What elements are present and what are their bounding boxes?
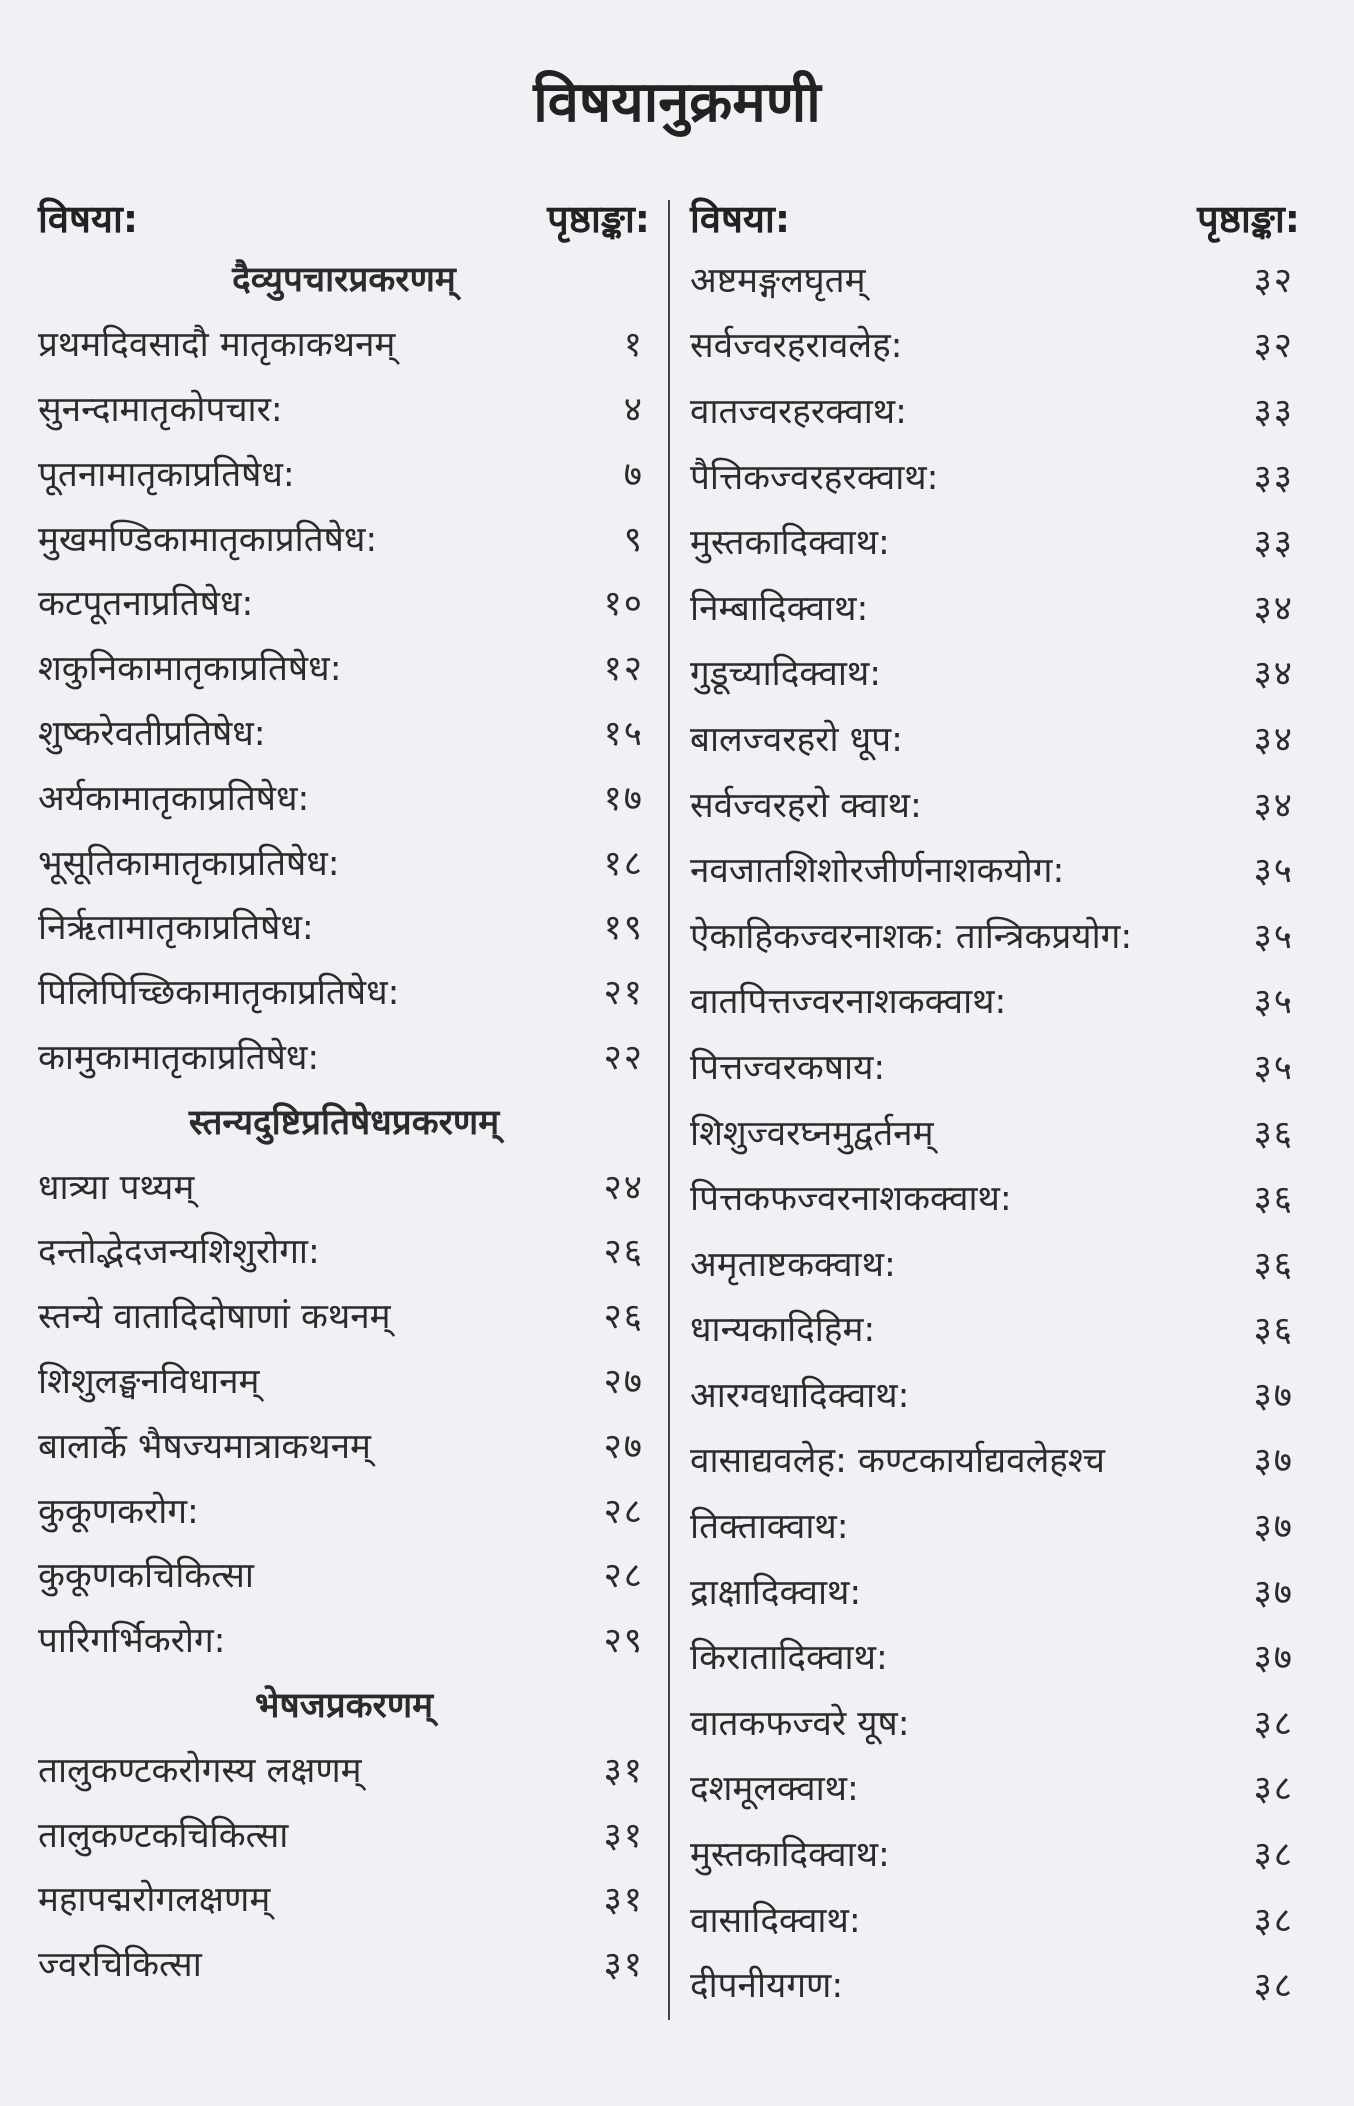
toc-entry — [690, 379, 1300, 445]
toc-entry — [690, 1953, 1300, 2019]
entry-title: मुखमण्डिकामातृकाप्रतिषेध: — [38, 519, 378, 560]
toc-entry — [38, 1544, 650, 1609]
toc-entry — [38, 961, 650, 1026]
entry-page-number: १९ — [603, 908, 644, 949]
entry-title: पूतनामातृकाप्रतिषेध: — [38, 454, 295, 495]
entry-title: प्रथमदिवसादौ मातृकाकथनम् — [38, 325, 396, 366]
entry-title: पित्तकफज्वरनाशकक्वाथ: — [690, 1179, 1012, 1220]
entry-page-number: ३८ — [1253, 1769, 1294, 1810]
entry-page-number: ३१ — [603, 1880, 644, 1921]
page-header: पृष्ठाङ्का: — [547, 197, 650, 241]
entry-page-number: २१ — [603, 973, 644, 1014]
entry-title: दशमूलक्वाथ: — [690, 1769, 859, 1810]
toc-entry — [690, 510, 1300, 576]
entry-page-number: ३५ — [1253, 851, 1294, 892]
toc-entry — [690, 1232, 1300, 1298]
toc-entry — [690, 248, 1300, 314]
toc-entry — [690, 1166, 1300, 1232]
entry-title: स्तन्ये वातादिदोषाणां कथनम् — [38, 1297, 391, 1338]
entry-title: वासाद्यवलेह: कण्टकार्याद्यवलेहश्च — [690, 1441, 1105, 1482]
toc-entry — [38, 1609, 650, 1674]
entry-title: दन्तोद्भेदजन्यशिशुरोगा: — [38, 1232, 320, 1273]
entry-title: द्राक्षादिक्वाथ: — [690, 1572, 862, 1613]
entry-title: सर्वज्वरहरो क्वाथ: — [690, 785, 922, 826]
entry-page-number: ३६ — [1253, 1244, 1294, 1285]
entry-page-number: ३४ — [1253, 785, 1294, 826]
entry-title: कुकूणकरोग: — [38, 1491, 199, 1532]
toc-entry — [38, 1220, 650, 1285]
entry-page-number: २७ — [603, 1426, 644, 1467]
entry-page-number: ३४ — [1253, 588, 1294, 629]
toc-entry — [38, 1414, 650, 1479]
toc-entry — [38, 378, 650, 443]
toc-entry — [38, 1803, 650, 1868]
section-heading — [38, 1674, 650, 1739]
entry-title: निम्बादिक्वाथ: — [690, 588, 869, 629]
left-entries — [38, 248, 650, 1998]
section-title: स्तन्यदुष्टिप्रतिषेधप्रकरणम् — [188, 1102, 500, 1143]
entry-title: कामुकामातृकाप्रतिषेध: — [38, 1037, 320, 1078]
toc-entry — [690, 1429, 1300, 1495]
toc-entry — [38, 572, 650, 637]
section-heading — [38, 1090, 650, 1155]
entry-title: ज्वरचिकित्सा — [38, 1945, 202, 1986]
entry-page-number: २७ — [603, 1361, 644, 1402]
entry-page-number: १७ — [603, 778, 644, 819]
page-title: विषयानुक्रमणी — [533, 70, 821, 135]
entry-page-number: ३५ — [1253, 1047, 1294, 1088]
entry-title: धात्र्या पथ्यम् — [38, 1167, 195, 1208]
entry-title: मुस्तकादिक्वाथ: — [690, 523, 890, 564]
toc-entry — [690, 1691, 1300, 1757]
entry-page-number: ३७ — [1253, 1507, 1294, 1548]
entry-page-number: ३३ — [1253, 457, 1294, 498]
entry-title: शिशुज्वरघ्नमुद्वर्तनम् — [690, 1113, 934, 1154]
entry-page-number: ३५ — [1253, 916, 1294, 957]
entry-title: आरग्वधादिक्वाथ: — [690, 1375, 910, 1416]
entry-page-number: १८ — [603, 843, 644, 884]
entry-title: पारिगर्भिकरोग: — [38, 1621, 226, 1662]
entry-title: महापद्मरोगलक्षणम् — [38, 1880, 271, 1921]
toc-entry — [38, 831, 650, 896]
toc-entry — [38, 1868, 650, 1933]
entry-page-number: २६ — [603, 1297, 644, 1338]
entry-page-number: ३७ — [1253, 1572, 1294, 1613]
toc-entry — [690, 1625, 1300, 1691]
entry-title: पित्तज्वरकषाय: — [690, 1047, 886, 1088]
entry-title: अष्टमङ्गलघृतम् — [690, 260, 866, 301]
entry-page-number: १५ — [603, 713, 644, 754]
entry-page-number: ३४ — [1253, 654, 1294, 695]
left-column-header — [38, 192, 650, 248]
entry-page-number: ७ — [623, 454, 644, 495]
entry-page-number: ३३ — [1253, 391, 1294, 432]
entry-title: वातपित्तज्वरनाशकक्वाथ: — [690, 982, 1007, 1023]
entry-title: गुडूच्यादिक्वाथ: — [690, 654, 882, 695]
toc-entry — [690, 838, 1300, 904]
section-title: भेषजप्रकरणम् — [254, 1685, 434, 1726]
toc-entry — [38, 1285, 650, 1350]
entry-title: तिक्ताक्वाथ: — [690, 1507, 849, 1548]
entry-title: वातज्वरहरक्वाथ: — [690, 391, 907, 432]
toc-entry — [690, 1035, 1300, 1101]
entry-title: भूसूतिकामातृकाप्रतिषेध: — [38, 843, 340, 884]
entry-page-number: ४ — [623, 389, 644, 430]
subject-header: विषया: — [690, 197, 791, 241]
toc-entry — [38, 1738, 650, 1803]
toc-entry — [690, 904, 1300, 970]
entry-page-number: २९ — [603, 1621, 644, 1662]
entry-page-number: ३१ — [603, 1815, 644, 1856]
toc-entry — [38, 313, 650, 378]
toc-entry — [690, 1298, 1300, 1364]
entry-page-number: ३३ — [1253, 523, 1294, 564]
entry-page-number: २८ — [603, 1491, 644, 1532]
entry-title: बालज्वरहरो धूप: — [690, 719, 903, 760]
entry-page-number: ३४ — [1253, 719, 1294, 760]
toc-entry — [38, 507, 650, 572]
subject-header: विषया: — [38, 197, 139, 241]
entry-page-number: २४ — [603, 1167, 644, 1208]
toc-entry — [38, 1350, 650, 1415]
page-header: पृष्ठाङ्का: — [1197, 197, 1300, 241]
entry-title: नवजातशिशोरजीर्णनाशकयोग: — [690, 851, 1065, 892]
entry-title: किरातादिक्वाथ: — [690, 1638, 888, 1679]
toc-entry — [38, 1479, 650, 1544]
toc-entry — [690, 445, 1300, 511]
entry-page-number: ३७ — [1253, 1375, 1294, 1416]
toc-entry — [690, 576, 1300, 642]
toc-entry — [690, 1101, 1300, 1167]
toc-entry — [690, 1757, 1300, 1823]
toc-entry — [690, 1822, 1300, 1888]
toc-entry — [38, 896, 650, 961]
entry-page-number: १ — [623, 325, 644, 366]
toc-entry — [690, 1560, 1300, 1626]
entry-title: मुस्तकादिक्वाथ: — [690, 1835, 890, 1876]
entry-page-number: ३६ — [1253, 1113, 1294, 1154]
entry-page-number: १२ — [603, 649, 644, 690]
toc-entry — [690, 314, 1300, 380]
entry-title: तालुकण्टकचिकित्सा — [38, 1815, 289, 1856]
entry-title: शिशुलङ्घनविधानम् — [38, 1361, 260, 1402]
toc-entry — [38, 702, 650, 767]
entry-title: सर्वज्वरहरावलेह: — [690, 326, 903, 367]
entry-page-number: ३१ — [603, 1945, 644, 1986]
entry-title: दीपनीयगण: — [690, 1966, 844, 2007]
entry-page-number: ३८ — [1253, 1703, 1294, 1744]
right-column — [690, 192, 1300, 2019]
entry-page-number: ३२ — [1253, 326, 1294, 367]
toc-entry — [38, 1026, 650, 1091]
entry-title: कुकूणकचिकित्सा — [38, 1556, 254, 1597]
toc-entry — [690, 773, 1300, 839]
entry-title: पिलिपिच्छिकामातृकाप्रतिषेध: — [38, 973, 400, 1014]
toc-entry — [38, 766, 650, 831]
entry-title: बालार्के भैषज्यमात्राकथनम् — [38, 1426, 371, 1467]
section-title: दैव्युपचारप्रकरणम् — [232, 260, 456, 301]
entry-title: अमृताष्टकक्वाथ: — [690, 1244, 896, 1285]
entry-title: शकुनिकामातृकाप्रतिषेध: — [38, 649, 342, 690]
toc-entry — [38, 442, 650, 507]
entry-page-number: ३२ — [1253, 260, 1294, 301]
entry-title: वातकफज्वरे यूष: — [690, 1703, 910, 1744]
right-column-header — [690, 192, 1300, 248]
entry-page-number: ९ — [623, 519, 644, 560]
section-heading — [38, 248, 650, 313]
left-column — [38, 192, 650, 1998]
toc-entry — [38, 637, 650, 702]
entry-page-number: ३५ — [1253, 982, 1294, 1023]
entry-title: सुनन्दामातृकोपचार: — [38, 389, 283, 430]
entry-page-number: ३७ — [1253, 1638, 1294, 1679]
toc-entry — [690, 707, 1300, 773]
entry-page-number: ३८ — [1253, 1900, 1294, 1941]
toc-entry — [690, 970, 1300, 1036]
toc-entry — [690, 1363, 1300, 1429]
entry-page-number: २८ — [603, 1556, 644, 1597]
entry-page-number: २२ — [603, 1037, 644, 1078]
toc-entry — [38, 1155, 650, 1220]
entry-page-number: १० — [603, 584, 644, 625]
entry-page-number: ३७ — [1253, 1441, 1294, 1482]
toc-entry — [690, 642, 1300, 708]
entry-title: निर्ऋतामातृकाप्रतिषेध: — [38, 908, 314, 949]
entry-page-number: ३६ — [1253, 1310, 1294, 1351]
toc-entry — [690, 1888, 1300, 1954]
entry-title: तालुकण्टकरोगस्य लक्षणम् — [38, 1750, 362, 1791]
entry-title: कटपूतनाप्रतिषेध: — [38, 584, 254, 625]
entry-page-number: ३१ — [603, 1750, 644, 1791]
column-divider — [668, 200, 670, 2020]
toc-entry — [690, 1494, 1300, 1560]
entry-page-number: २६ — [603, 1232, 644, 1273]
entry-title: वासादिक्वाथ: — [690, 1900, 861, 1941]
entry-title: शुष्करेवतीप्रतिषेध: — [38, 713, 266, 754]
entry-title: पैत्तिकज्वरहरक्वाथ: — [690, 457, 939, 498]
entry-page-number: ३८ — [1253, 1966, 1294, 2007]
entry-title: अर्यकामातृकाप्रतिषेध: — [38, 778, 310, 819]
entry-page-number: ३६ — [1253, 1179, 1294, 1220]
entry-title: ऐकाहिकज्वरनाशक: तान्त्रिकप्रयोग: — [690, 916, 1133, 957]
toc-entry — [38, 1933, 650, 1998]
entry-page-number: ३८ — [1253, 1835, 1294, 1876]
entry-title: धान्यकादिहिम: — [690, 1310, 876, 1351]
right-entries — [690, 248, 1300, 2019]
